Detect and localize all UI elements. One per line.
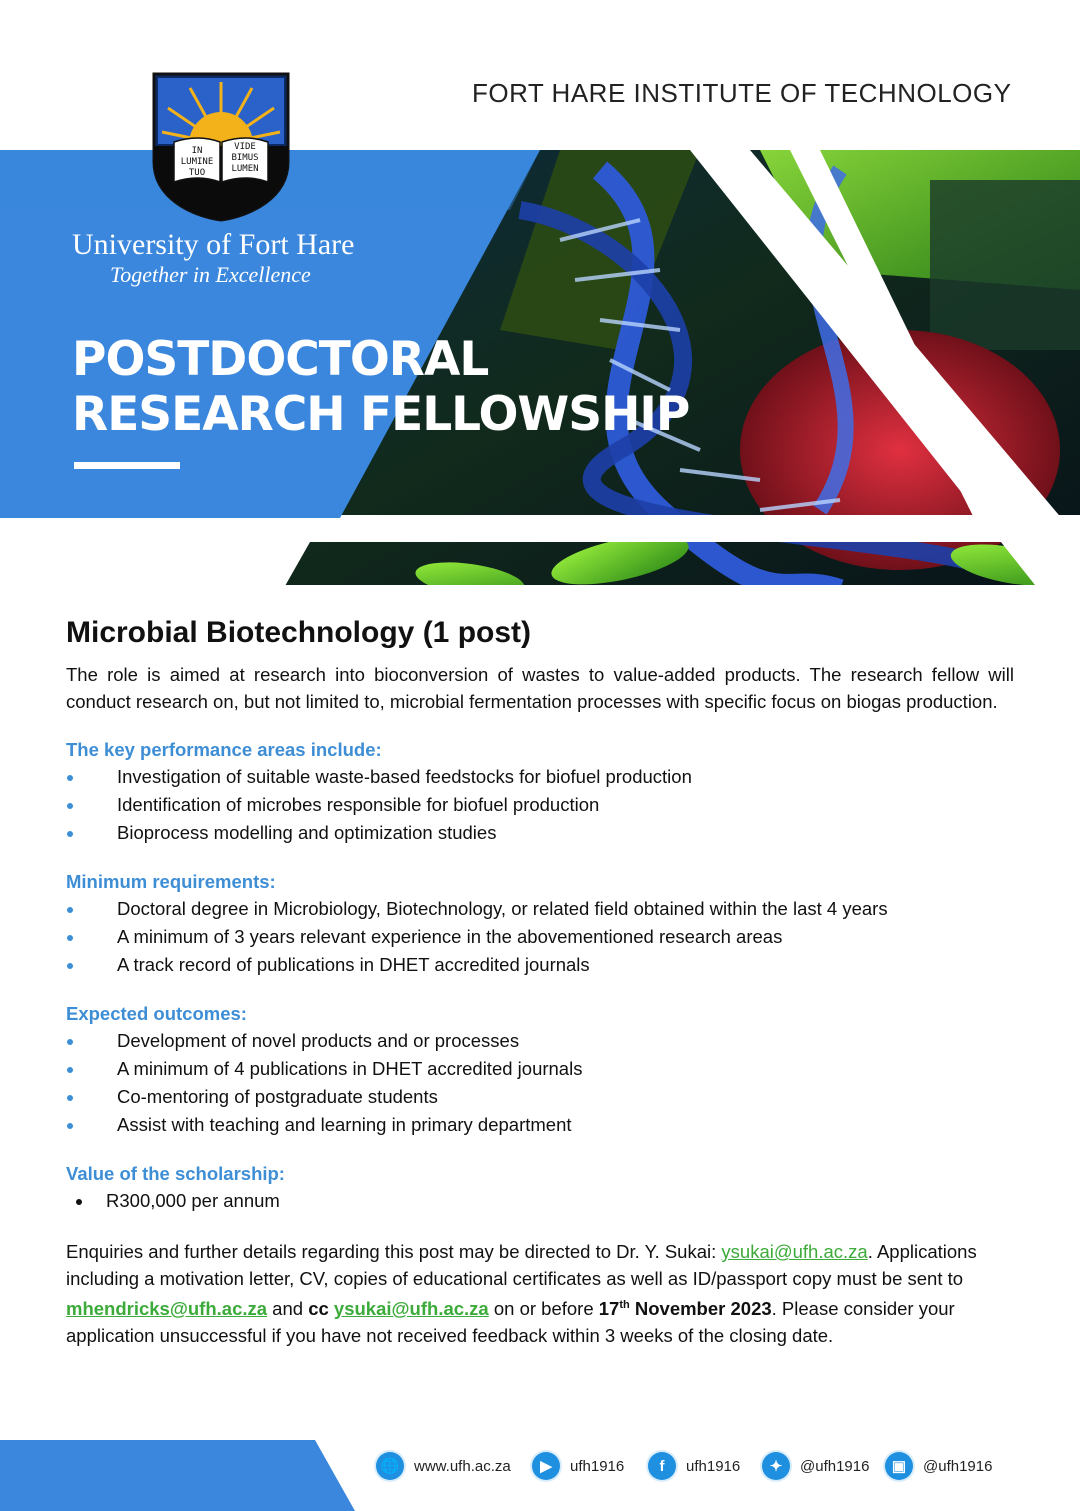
email-link-sukai[interactable]: ysukai@ufh.ac.za	[721, 1241, 868, 1262]
deadline-day: 17	[598, 1298, 620, 1320]
list-item: Investigation of suitable waste-based feedstocks for biofuel production	[66, 763, 1014, 791]
deadline-month-year: November 2023	[629, 1298, 772, 1320]
svg-text:LUMINE: LUMINE	[180, 157, 214, 167]
footer-instagram[interactable]	[885, 1452, 992, 1480]
footer-youtube[interactable]	[532, 1452, 624, 1480]
email-link-hendricks[interactable]: mhendricks@ufh.ac.za	[66, 1298, 268, 1320]
footer-website[interactable]	[376, 1452, 511, 1480]
enquiry-text: . Applications including a motivation letter, CV, copies of educational certificates as well as ID/passport copy must be sent to	[66, 1241, 977, 1289]
headline-line-1: POSTDOCTORAL	[72, 332, 489, 387]
section-heading: Minimum requirements:	[66, 871, 276, 892]
youtube-label: ufh1916	[570, 1457, 625, 1475]
requirements-section	[66, 871, 1014, 979]
enquiry-text: and	[267, 1298, 309, 1320]
list-item: R300,000 per annum	[66, 1187, 1014, 1215]
list-item: Development of novel products and or processes	[66, 1027, 1014, 1055]
twitter-icon: ✦	[762, 1452, 790, 1480]
list-item: Assist with teaching and learning in primary department	[66, 1111, 1014, 1139]
post-intro: The role is aimed at research into bioconversion of wastes to value-added products. The research fellow will conduct research on, but not limited to, microbial fermentation processes with specific focus on biogas production.	[66, 664, 1014, 712]
instagram-icon: ▣	[885, 1452, 913, 1480]
enquiry-paragraph	[66, 1239, 1014, 1349]
website-label: www.ufh.ac.za	[414, 1457, 511, 1475]
cc-label: cc	[308, 1298, 329, 1320]
university-name: University of Fort Hare	[72, 228, 355, 261]
university-motto: Together in Excellence	[110, 262, 311, 287]
enquiry-text: on or before	[488, 1298, 599, 1320]
post-title: Microbial Biotechnology (1 post)	[66, 616, 532, 649]
facebook-label: ufh1916	[686, 1457, 741, 1475]
section-heading: Expected outcomes:	[66, 1003, 247, 1024]
outcomes-section	[66, 1003, 1014, 1139]
list-item: A track record of publications in DHET accredited journals	[66, 951, 1014, 979]
svg-text:TUO: TUO	[188, 168, 206, 178]
list-item: Bioprocess modelling and optimization studies	[66, 819, 1014, 847]
footer-facebook[interactable]	[648, 1452, 740, 1480]
footer-accent	[0, 1440, 360, 1511]
svg-text:IN: IN	[191, 146, 203, 156]
deadline-suffix: th	[619, 1299, 630, 1311]
svg-text:VIDE: VIDE	[234, 142, 256, 152]
section-heading: The key performance areas include:	[66, 739, 382, 760]
list-item: A minimum of 3 years relevant experience in the abovementioned research areas	[66, 923, 1014, 951]
main-content	[66, 616, 1014, 1349]
institute-name: FORT HARE INSTITUTE OF TECHNOLOGY	[472, 78, 1012, 108]
value-section	[66, 1163, 1014, 1215]
footer-twitter[interactable]	[762, 1452, 869, 1480]
youtube-icon: ▶	[532, 1452, 560, 1480]
kpa-section	[66, 739, 1014, 847]
university-crest	[150, 70, 292, 222]
section-heading: Value of the scholarship:	[66, 1163, 285, 1184]
instagram-label: @ufh1916	[923, 1457, 993, 1475]
facebook-icon: f	[648, 1452, 676, 1480]
headline-line-2: RESEARCH FELLOWSHIP	[72, 387, 690, 442]
list-item: Doctoral degree in Microbiology, Biotechnology, or related field obtained within the last 4 years	[66, 895, 1014, 923]
globe-icon: 🌐	[376, 1452, 404, 1480]
list-item: A minimum of 4 publications in DHET accredited journals	[66, 1055, 1014, 1083]
svg-text:LUMEN: LUMEN	[231, 164, 259, 174]
list-item: Co-mentoring of postgraduate students	[66, 1083, 1014, 1111]
enquiry-text: Enquiries and further details regarding this post may be directed to Dr. Y. Sukai:	[66, 1241, 722, 1262]
svg-text:BIMUS: BIMUS	[231, 153, 259, 163]
headline-underline	[74, 462, 180, 469]
twitter-label: @ufh1916	[800, 1457, 870, 1475]
enquiry-text: . Please consider your application unsuccessful if you have not received feedback within 3 weeks of the closing date.	[66, 1298, 955, 1346]
list-item: Identification of microbes responsible for biofuel production	[66, 791, 1014, 819]
deadline-date	[599, 1298, 772, 1319]
page-title	[72, 332, 689, 442]
email-link-sukai-cc[interactable]: ysukai@ufh.ac.za	[333, 1298, 489, 1320]
